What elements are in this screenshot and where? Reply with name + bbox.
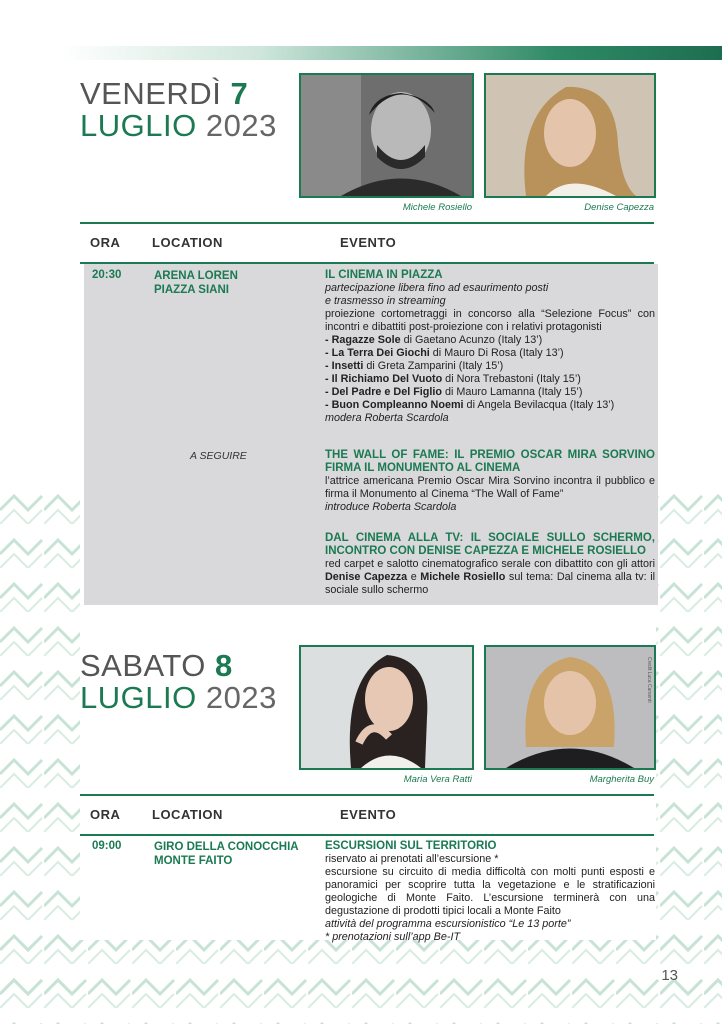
photo-margherita-buy — [484, 645, 656, 770]
caption-michele-rosiello: Michele Rosiello — [402, 202, 472, 213]
schedule-row-saturday — [84, 836, 658, 956]
day-title-friday — [80, 78, 277, 142]
event-description: proiezione cortometraggi in concorso alla “Selezione Focus” con incontri e dibattiti post-proiezione con i relativi protagonisti — [325, 308, 655, 333]
day-name: VENERDÌ — [80, 76, 222, 111]
day-number: 7 — [230, 76, 249, 111]
event-title: IL CINEMA IN PIAZZA — [325, 269, 443, 281]
location-line-2: PIAZZA SIANI — [154, 284, 229, 296]
location-line-1: GIRO DELLA CONOCCHIA — [154, 841, 299, 853]
event-description: l’attrice americana Premio Oscar Mira Sorvino incontra il pubblico e firma il Monumento al Cinema “The Wall of Fame” — [325, 475, 655, 500]
event-cinema-in-piazza — [325, 269, 655, 425]
event-presenter: introduce Roberta Scardola — [325, 501, 457, 513]
event-time: 20:30 — [92, 269, 122, 281]
event-time: 09:00 — [92, 840, 122, 852]
header-evento: EVENTO — [340, 807, 397, 822]
event-program: attività del programma escursionistico “Le 13 porte” — [325, 918, 571, 930]
header-evento: EVENTO — [340, 235, 397, 250]
header-location: LOCATION — [152, 235, 223, 250]
header-ora: ORA — [90, 807, 121, 822]
event-title: DAL CINEMA ALLA TV: IL SOCIALE SULLO SCHERMO, INCONTRO CON DENISE CAPEZZA E MICHELE ROSIELLO — [325, 532, 655, 557]
event-description: escursione su circuito di media difficoltà con molti punti esposti e panoramici per scoprire tutta la vegetazione e le stratificazioni geologiche di Monte Faito. L’escursione terminerà con una degustazione di prodotti tipici locali a Monte Faito — [325, 866, 655, 917]
photo-credit: Credit Luca Carsenti — [646, 657, 652, 703]
event-note: partecipazione libera fino ad esaurimento posti — [325, 282, 549, 294]
event-wall-of-fame — [325, 449, 655, 514]
table-header — [80, 222, 654, 264]
event-escursioni — [325, 840, 655, 944]
day-name: SABATO — [80, 648, 206, 683]
event-moderator: modera Roberta Scardola — [325, 412, 449, 424]
top-gradient-bar — [60, 46, 722, 60]
caption-margherita-buy: Margherita Buy — [589, 774, 654, 785]
location-line-1: ARENA LOREN — [154, 270, 238, 282]
header-location: LOCATION — [152, 807, 223, 822]
film-item: - Il Richiamo Del Vuoto di Nora Trebastoni (Italy 15’) — [325, 373, 581, 385]
photo-michele-rosiello — [299, 73, 474, 198]
table-header — [80, 794, 654, 836]
month: LUGLIO — [80, 680, 197, 715]
year: 2023 — [205, 108, 277, 143]
film-item: - La Terra Dei Giochi di Mauro Di Rosa (Italy 13’) — [325, 347, 564, 359]
event-note: e trasmesso in streaming — [325, 295, 446, 307]
event-note: riservato ai prenotati all’escursione * — [325, 853, 499, 865]
caption-maria-vera-ratti: Maria Vera Ratti — [403, 774, 472, 785]
schedule-panel-friday — [84, 264, 658, 605]
day-number: 8 — [215, 648, 233, 683]
event-title: THE WALL OF FAME: IL PREMIO OSCAR MIRA SORVINO FIRMA IL MONUMENTO AL CINEMA — [325, 449, 655, 474]
page-number: 13 — [661, 967, 678, 984]
photo-denise-capezza — [484, 73, 656, 198]
film-item: - Insetti di Greta Zamparini (Italy 15’) — [325, 360, 504, 372]
event-description: red carpet e salotto cinematografico serale con dibattito con gli attori Denise Capezza e Michele Rosiello sul tema: Dal cinema alla tv: il sociale sullo schermo — [325, 558, 655, 596]
film-item: - Buon Compleanno Noemi di Angela Bevilacqua (Italy 13’) — [325, 399, 615, 411]
event-title: ESCURSIONI SUL TERRITORIO — [325, 840, 497, 852]
month: LUGLIO — [80, 108, 197, 143]
event-location — [154, 269, 238, 297]
event-booking-note: * prenotazioni sull’app Be-IT — [325, 931, 461, 943]
header-ora: ORA — [90, 235, 121, 250]
event-cinema-tv — [325, 532, 655, 597]
film-item: - Del Padre e Del Figlio di Mauro Lamanna (Italy 15’) — [325, 386, 583, 398]
day-title-saturday — [80, 650, 277, 714]
a-seguire-label: A SEGUIRE — [190, 450, 247, 462]
year: 2023 — [205, 680, 277, 715]
caption-denise-capezza: Denise Capezza — [584, 202, 654, 213]
film-item: - Ragazze Sole di Gaetano Acunzo (Italy 13’) — [325, 334, 543, 346]
photo-maria-vera-ratti — [299, 645, 474, 770]
event-location — [154, 840, 299, 868]
location-line-2: MONTE FAITO — [154, 855, 233, 867]
